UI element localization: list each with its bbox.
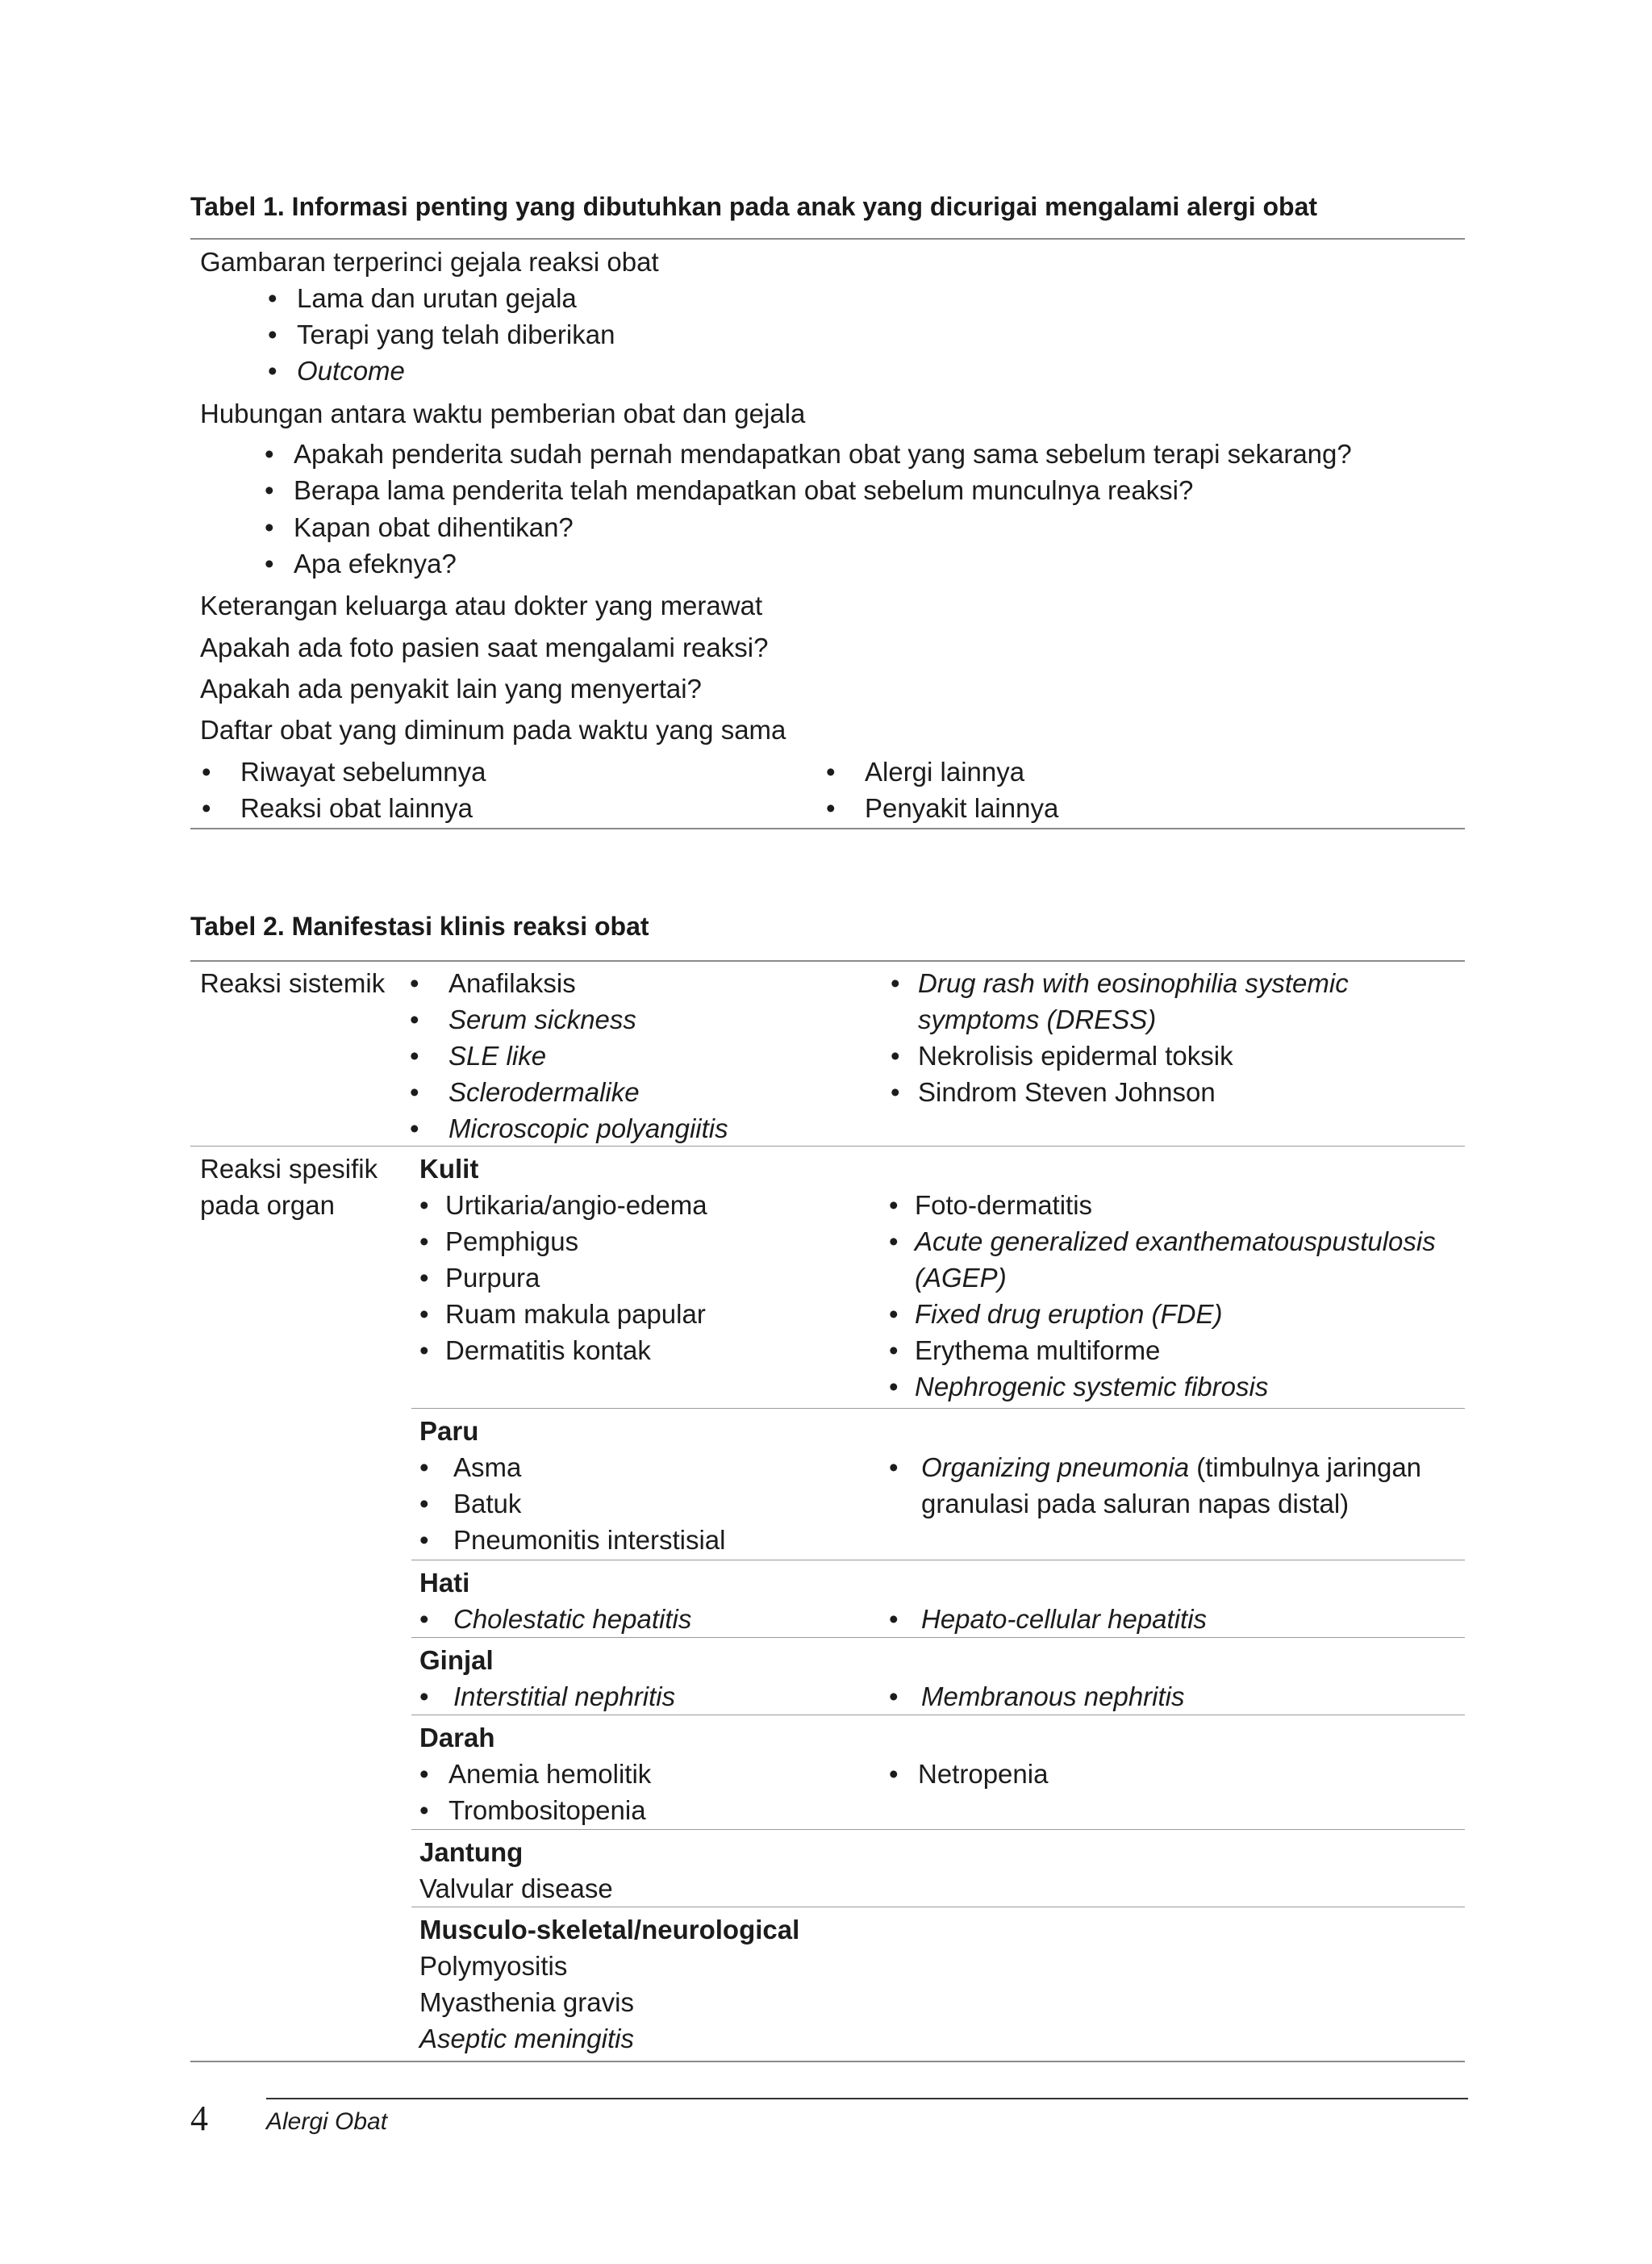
row-divider — [190, 1146, 1465, 1147]
list-item: Foto-dermatitis — [915, 1190, 1093, 1220]
list-item: Sclerodermalike — [448, 1077, 640, 1107]
table2-caption: Tabel 2. Manifestasi klinis reaksi obat — [190, 912, 649, 941]
list-item: Drug rash with eosinophilia systemic — [918, 968, 1349, 998]
list-item: Berapa lama penderita telah mendapatkan obat sebelum munculnya reaksi? — [294, 475, 1194, 505]
bullet: • — [268, 320, 277, 349]
bullet: • — [889, 1759, 899, 1789]
list-item: Lama dan urutan gejala — [297, 283, 577, 313]
list-item: Nekrolisis epidermal toksik — [918, 1041, 1233, 1071]
bullet: • — [889, 1372, 899, 1401]
organ-title-darah: Darah — [419, 1723, 495, 1752]
organ-divider — [411, 1829, 1465, 1830]
table1-top-rule — [190, 238, 1465, 240]
list-item: Erythema multiforme — [915, 1335, 1161, 1365]
list-item: Outcome — [297, 356, 405, 386]
bullet: • — [889, 1681, 899, 1711]
list-item: Cholestatic hepatitis — [453, 1604, 692, 1634]
list-item: Polymyositis — [419, 1951, 568, 1981]
bullet: • — [410, 1041, 419, 1071]
list-item: Dermatitis kontak — [445, 1335, 651, 1365]
table1-heading-hubungan: Hubungan antara waktu pemberian obat dan gejala — [200, 399, 806, 428]
bullet: • — [889, 1604, 899, 1634]
bullet: • — [419, 1263, 429, 1293]
list-item: Sindrom Steven Johnson — [918, 1077, 1216, 1107]
bullet: • — [419, 1226, 429, 1256]
list-item: Interstitial nephritis — [453, 1681, 676, 1711]
bullet: • — [419, 1452, 429, 1482]
bullet: • — [265, 512, 274, 542]
organ-title-ginjal: Ginjal — [419, 1645, 494, 1675]
bullet: • — [410, 1113, 419, 1143]
bullet: • — [826, 793, 836, 823]
list-item: Ruam makula papular — [445, 1299, 706, 1329]
list-item: Riwayat sebelumnya — [240, 757, 486, 787]
organ-title-kulit: Kulit — [419, 1154, 479, 1184]
bullet: • — [419, 1489, 429, 1518]
bullet: • — [410, 968, 419, 998]
bullet: • — [265, 439, 274, 469]
list-item: Myasthenia gravis — [419, 1987, 634, 2017]
bullet: • — [889, 1299, 899, 1329]
bullet: • — [202, 793, 211, 823]
list-item: Apakah penderita sudah pernah mendapatkan obat yang sama sebelum terapi sekarang? — [294, 439, 1352, 469]
list-item: Netropenia — [918, 1759, 1049, 1789]
row-label-spesifik: Reaksi spesifik — [200, 1154, 378, 1184]
list-item: Membranous nephritis — [921, 1681, 1185, 1711]
bullet: • — [419, 1525, 429, 1555]
bullet: • — [410, 1005, 419, 1034]
bullet: • — [891, 1077, 900, 1107]
organ-divider — [411, 1637, 1465, 1638]
table1-question: Apakah ada foto pasien saat mengalami reaksi? — [200, 633, 769, 662]
row-label-sistemik: Reaksi sistemik — [200, 968, 386, 998]
list-item: Trombositopenia — [448, 1795, 646, 1825]
list-item: Batuk — [453, 1489, 522, 1518]
list-item-italic: Organizing pneumonia — [921, 1452, 1190, 1482]
list-item: Acute generalized exanthematouspustulosis — [915, 1226, 1436, 1256]
footer-rule — [266, 2098, 1468, 2099]
organ-divider — [411, 1408, 1465, 1409]
organ-title-hati: Hati — [419, 1568, 470, 1598]
list-item: Hepato-cellular hepatitis — [921, 1604, 1208, 1634]
bullet: • — [268, 356, 277, 386]
bullet: • — [268, 283, 277, 313]
table1-caption: Tabel 1. Informasi penting yang dibutuhkan pada anak yang dicurigai mengalami alergi obat — [190, 192, 1318, 221]
list-item: Penyakit lainnya — [865, 793, 1059, 823]
list-item: Pemphigus — [445, 1226, 579, 1256]
bullet: • — [889, 1190, 899, 1220]
list-item: Terapi yang telah diberikan — [297, 320, 615, 349]
list-item: Asma — [453, 1452, 522, 1482]
table1-question: Apakah ada penyakit lain yang menyertai? — [200, 674, 702, 704]
bullet: • — [891, 1041, 900, 1071]
list-item: Fixed drug eruption (FDE) — [915, 1299, 1223, 1329]
list-item-continued: granulasi pada saluran napas distal) — [921, 1489, 1350, 1518]
table1-question: Daftar obat yang diminum pada waktu yang sama — [200, 715, 786, 745]
list-item: Reaksi obat lainnya — [240, 793, 473, 823]
list-item: Anemia hemolitik — [448, 1759, 652, 1789]
list-item — [921, 1449, 1421, 1485]
bullet: • — [410, 1077, 419, 1107]
table1-question: Keterangan keluarga atau dokter yang merawat — [200, 591, 763, 620]
organ-title-paru: Paru — [419, 1416, 479, 1446]
list-item: Pneumonitis interstisial — [453, 1525, 726, 1555]
organ-title-musculo: Musculo-skeletal/neurological — [419, 1915, 800, 1944]
bullet: • — [419, 1681, 429, 1711]
list-item: Apa efeknya? — [294, 549, 457, 579]
bullet: • — [265, 549, 274, 579]
list-item: Alergi lainnya — [865, 757, 1025, 787]
list-item: Anafilaksis — [448, 968, 576, 998]
bullet: • — [419, 1759, 429, 1789]
list-item: Nephrogenic systemic fibrosis — [915, 1372, 1269, 1401]
list-item-rest: (timbulnya jaringan — [1189, 1452, 1422, 1482]
list-item: Valvular disease — [419, 1873, 613, 1903]
list-item-continued: symptoms (DRESS) — [918, 1005, 1157, 1034]
running-title: Alergi Obat — [266, 2108, 388, 2135]
bullet: • — [891, 968, 900, 998]
bullet: • — [419, 1604, 429, 1634]
list-item-continued: (AGEP) — [915, 1263, 1007, 1293]
page-number: 4 — [190, 2099, 208, 2138]
organ-title-jantung: Jantung — [419, 1837, 524, 1867]
bullet: • — [419, 1190, 429, 1220]
table1-heading-gejala: Gambaran terperinci gejala reaksi obat — [200, 247, 659, 277]
bullet: • — [419, 1795, 429, 1825]
table2-top-rule — [190, 960, 1465, 962]
list-item: Microscopic polyangiitis — [448, 1113, 728, 1143]
list-item: Serum sickness — [448, 1005, 636, 1034]
bullet: • — [202, 757, 211, 787]
row-label-spesifik: pada organ — [200, 1190, 335, 1220]
table1-bottom-rule — [190, 828, 1465, 829]
bullet: • — [826, 757, 836, 787]
list-item: Kapan obat dihentikan? — [294, 512, 574, 542]
table2-bottom-rule — [190, 2061, 1465, 2062]
bullet: • — [419, 1335, 429, 1365]
list-item: Purpura — [445, 1263, 540, 1293]
list-item: SLE like — [448, 1041, 547, 1071]
bullet: • — [889, 1452, 899, 1482]
bullet: • — [265, 475, 274, 505]
bullet: • — [419, 1299, 429, 1329]
list-item: Urtikaria/angio-edema — [445, 1190, 707, 1220]
bullet: • — [889, 1226, 899, 1256]
bullet: • — [889, 1335, 899, 1365]
list-item: Aseptic meningitis — [419, 2024, 634, 2053]
